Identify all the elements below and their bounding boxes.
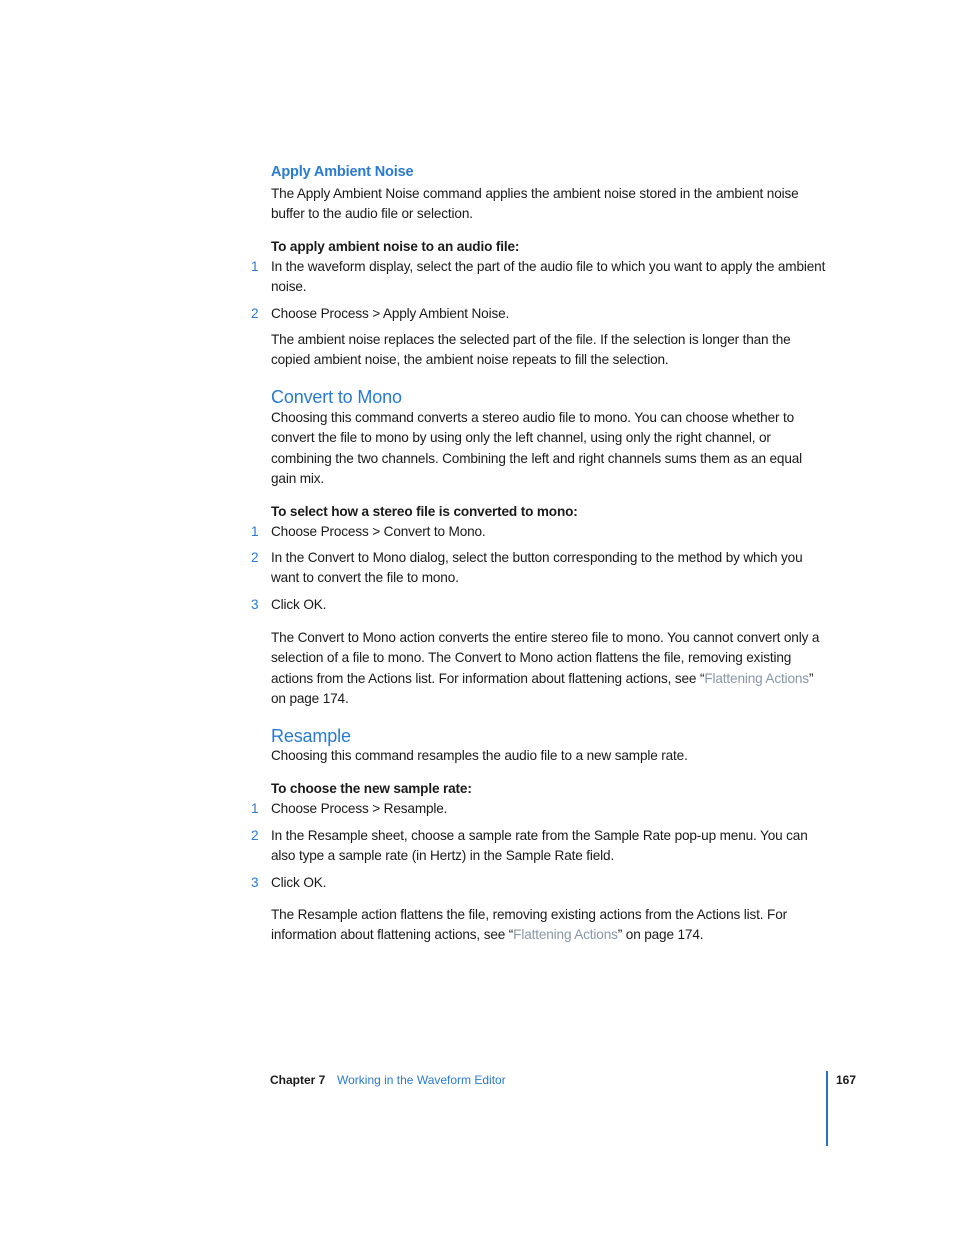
list-item <box>251 799 827 819</box>
task-title: To apply ambient noise to an audio file: <box>271 239 520 254</box>
list-item <box>251 304 827 324</box>
flattening-actions-link[interactable]: Flattening Actions <box>704 670 809 686</box>
step-number: 1 <box>251 524 259 539</box>
list-item <box>251 826 827 867</box>
list-item <box>251 522 827 542</box>
text: The Resample action flattens the file, removing existing actions from the Actions list. For information about flattening actions, see “ <box>271 907 787 943</box>
step-number: 3 <box>251 597 259 612</box>
list-item <box>251 873 827 893</box>
step-number: 1 <box>251 259 259 274</box>
list-item <box>251 257 827 298</box>
paragraph: The Apply Ambient Noise command applies the ambient noise stored in the ambient noise buffer to the audio file or selection. <box>271 186 799 222</box>
step-text: Click OK. <box>271 597 327 612</box>
paragraph: Choosing this command converts a stereo audio file to mono. You can choose whether to convert the file to mono by using only the left channel, using only the right channel, or combining the two channels. Combining the left and right channels sums them as an equal gain mix. <box>271 410 803 487</box>
step-number: 2 <box>251 550 259 565</box>
paragraph: The ambient noise replaces the selected part of the file. If the selection is longer than the copied ambient noise, the ambient noise repeats to fill the selection. <box>271 332 791 368</box>
section-heading-convert-to-mono: Convert to Mono <box>271 387 402 407</box>
step-number: 3 <box>251 875 259 890</box>
paragraph <box>271 628 827 710</box>
text: The Convert to Mono action converts the entire stereo file to mono. You cannot convert only a selection of a file to mono. The Convert to Mono action flattens the file, removing existing actions from the Actions list. For information about flattening actions, see “ <box>271 630 820 686</box>
step-text: Click OK. <box>271 875 327 890</box>
step-text: In the Resample sheet, choose a sample rate from the Sample Rate pop-up menu. You can also type a sample rate (in Hertz) in the Sample Rate field. <box>271 828 808 864</box>
step-text: Choose Process > Resample. <box>271 801 448 816</box>
list-item <box>251 548 827 589</box>
paragraph: Choosing this command resamples the audio file to a new sample rate. <box>271 748 688 763</box>
paragraph <box>271 905 827 946</box>
step-text: Choose Process > Convert to Mono. <box>271 524 486 539</box>
step-text: In the Convert to Mono dialog, select the button corresponding to the method by which you want to convert the file to mono. <box>271 550 803 586</box>
page-number: 167 <box>836 1073 857 1087</box>
footer-divider <box>826 1071 828 1146</box>
footer-chapter-title[interactable]: Working in the Waveform Editor <box>337 1073 506 1087</box>
step-number: 2 <box>251 306 259 321</box>
task-title: To select how a stereo file is converted to mono: <box>271 504 578 519</box>
task-title: To choose the new sample rate: <box>271 781 472 796</box>
text: ” on page 174. <box>617 927 704 943</box>
flattening-actions-link[interactable]: Flattening Actions <box>513 927 618 943</box>
step-text: Choose Process > Apply Ambient Noise. <box>271 306 510 321</box>
section-heading-apply-ambient-noise: Apply Ambient Noise <box>271 164 414 180</box>
step-number: 1 <box>251 801 259 816</box>
step-number: 2 <box>251 828 259 843</box>
text: ” on page 174. <box>271 670 814 707</box>
footer-chapter: Chapter 7 <box>270 1073 326 1087</box>
step-text: In the waveform display, select the part of the audio file to which you want to apply the ambient noise. <box>271 259 826 295</box>
section-heading-resample: Resample <box>271 726 351 746</box>
list-item <box>251 595 827 615</box>
